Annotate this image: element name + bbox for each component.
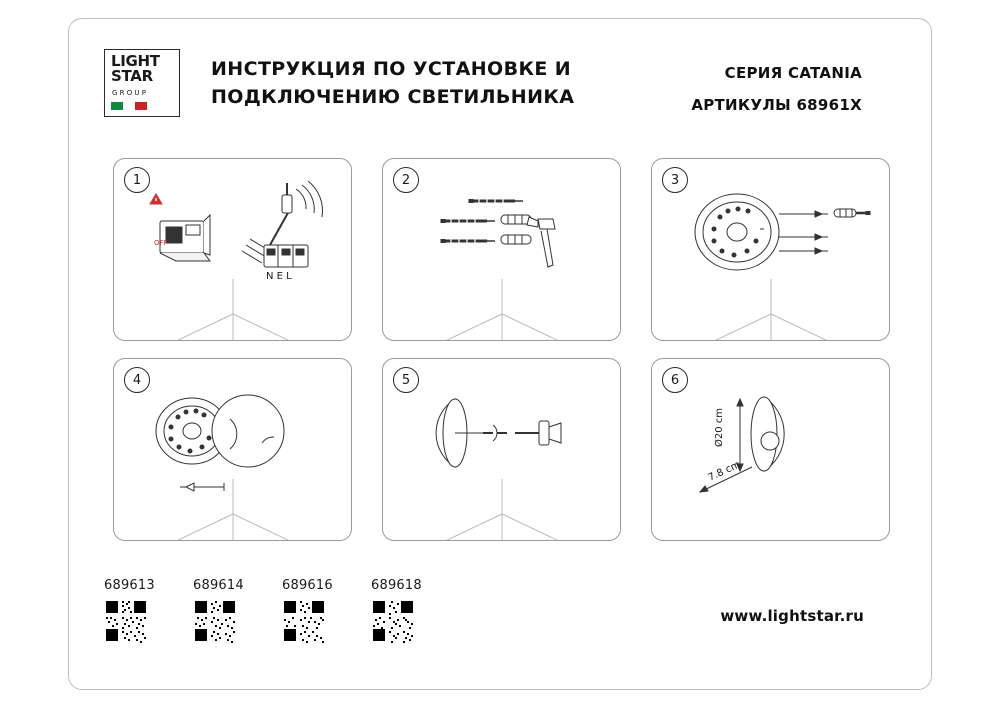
code-item	[371, 578, 455, 648]
code-item	[193, 578, 277, 648]
code-label: 689616	[282, 578, 333, 593]
qr-code-icon	[371, 599, 415, 643]
step-card-1	[113, 158, 352, 341]
code-item	[282, 578, 366, 648]
switch-off-label: OFF	[154, 239, 168, 247]
logo-flag	[111, 102, 147, 110]
page-title-line1: ИНСТРУКЦИЯ ПО УСТАНОВКЕ И	[211, 58, 572, 80]
step-card-6	[651, 358, 890, 541]
page-title	[211, 55, 631, 111]
terminal-labels: N E L	[266, 271, 292, 282]
step-3-illustration	[652, 159, 890, 341]
code-item	[104, 578, 188, 648]
step-5-illustration	[383, 359, 621, 541]
step-number-3: 3	[662, 167, 688, 193]
step-card-4	[113, 358, 352, 541]
logo-group-text: GROUP	[112, 89, 149, 97]
series-info	[691, 57, 862, 121]
qr-code-icon	[282, 599, 326, 643]
step-6-illustration	[652, 359, 890, 541]
step-number-2: 2	[393, 167, 419, 193]
header	[0, 0, 1000, 140]
step-number-1: 1	[124, 167, 150, 193]
code-label: 689618	[371, 578, 422, 593]
step-card-5	[382, 358, 621, 541]
step-card-3	[651, 158, 890, 341]
step-number-5: 5	[393, 367, 419, 393]
code-label: 689614	[193, 578, 244, 593]
qr-code-icon	[193, 599, 237, 643]
logo-line2: STAR	[111, 67, 153, 85]
flag-white-stripe	[123, 102, 135, 110]
step-4-illustration	[114, 359, 352, 541]
depth-dimension-label: 7.8 cm	[706, 459, 743, 484]
flag-red-stripe	[135, 102, 147, 110]
logo-line1: LIGHT	[111, 52, 160, 70]
step-1-illustration	[114, 159, 352, 341]
height-dimension-label: Ø20 cm	[714, 407, 725, 447]
step-number-6: 6	[662, 367, 688, 393]
step-card-2	[382, 158, 621, 341]
website-link[interactable]: www.lightstar.ru	[720, 607, 864, 625]
flag-green-stripe	[111, 102, 123, 110]
logo-wordmark	[111, 54, 160, 84]
step-2-illustration	[383, 159, 621, 341]
product-codes	[104, 578, 564, 658]
series-name: СЕРИЯ CATANIA	[724, 64, 862, 82]
page-title-line2: ПОДКЛЮЧЕНИЮ СВЕТИЛЬНИКА	[211, 86, 575, 108]
code-label: 689613	[104, 578, 155, 593]
logo	[104, 49, 180, 117]
qr-code-icon	[104, 599, 148, 643]
step-number-4: 4	[124, 367, 150, 393]
article-numbers: АРТИКУЛЫ 68961X	[691, 96, 862, 114]
